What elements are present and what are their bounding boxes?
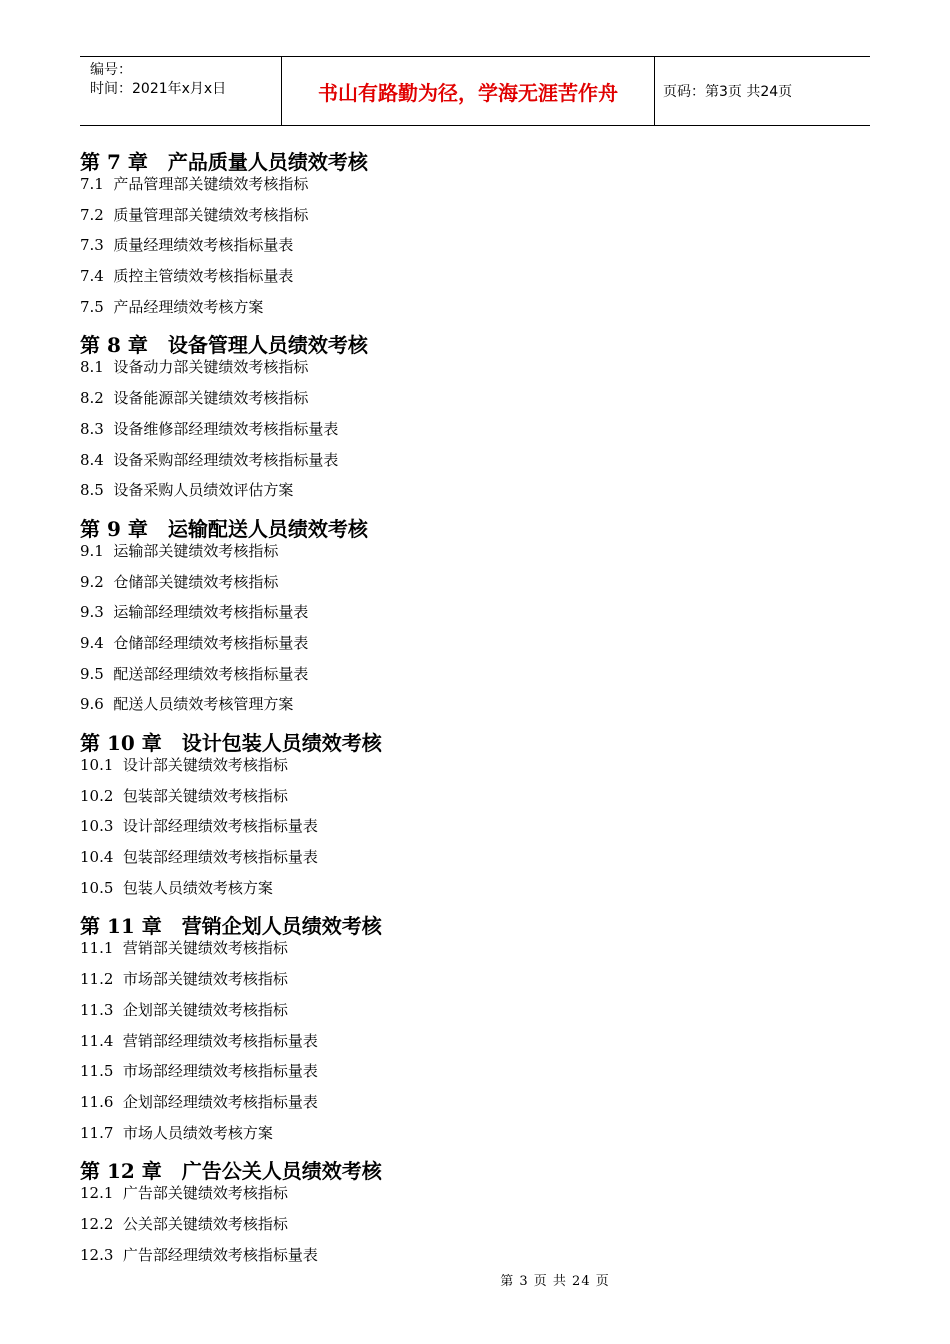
chapter-heading: 第 7 章 产品质量人员绩效考核 (80, 150, 368, 174)
toc-item: 10.4 包装部经理绩效考核指标量表 (80, 848, 318, 867)
toc-item: 7.1 产品管理部关键绩效考核指标 (80, 175, 309, 193)
toc-item: 12.3 广告部经理绩效考核指标量表 (80, 1245, 318, 1264)
header-meta-cell (80, 57, 282, 125)
page-footer: 第 3 页 共 24 页 (500, 1274, 610, 1289)
toc-item: 10.2 包装部关键绩效考核指标 (80, 786, 288, 805)
toc-item: 9.4 仓储部经理绩效考核指标量表 (80, 633, 309, 652)
number-label: 编号： (90, 62, 132, 78)
header-page-info: 页码：第3页 共24页 (663, 84, 793, 100)
toc-item: 9.3 运输部经理绩效考核指标量表 (80, 603, 309, 622)
toc-item: 11.2 市场部关键绩效考核指标 (80, 970, 288, 989)
toc-item: 11.6 企划部经理绩效考核指标量表 (80, 1092, 318, 1111)
toc-item: 10.1 设计部关键绩效考核指标 (80, 756, 288, 774)
toc-item: 9.5 配送部经理绩效考核指标量表 (80, 664, 309, 683)
table-of-contents (80, 144, 860, 1275)
toc-item: 11.1 营销部关键绩效考核指标 (80, 939, 288, 958)
document-header (80, 56, 870, 126)
toc-item: 7.2 质量管理部关键绩效考核指标 (80, 205, 309, 224)
toc-item: 11.5 市场部经理绩效考核指标量表 (80, 1062, 318, 1081)
chapter-heading: 第 8 章 设备管理人员绩效考核 (80, 333, 368, 358)
toc-item: 8.1 设备动力部关键绩效考核指标 (80, 358, 309, 377)
toc-item: 8.5 设备采购人员绩效评估方案 (80, 481, 294, 500)
toc-item: 12.1 广告部关键绩效考核指标 (80, 1184, 288, 1203)
toc-item: 11.3 企划部关键绩效考核指标 (80, 1000, 288, 1019)
toc-item: 7.3 质量经理绩效考核指标量表 (80, 236, 294, 255)
chapter-heading: 第 12 章 广告公关人员绩效考核 (80, 1159, 382, 1184)
chapter-heading: 第 11 章 营销企划人员绩效考核 (80, 914, 382, 939)
toc-item: 8.3 设备维修部经理绩效考核指标量表 (80, 419, 339, 438)
toc-item: 8.4 设备采购部经理绩效考核指标量表 (80, 450, 339, 469)
toc-item: 7.5 产品经理绩效考核方案 (80, 297, 264, 316)
toc-item: 7.4 质控主管绩效考核指标量表 (80, 267, 294, 286)
toc-item: 8.2 设备能源部关键绩效考核指标 (80, 389, 309, 408)
toc-item: 9.6 配送人员绩效考核管理方案 (80, 695, 294, 714)
toc-item: 9.1 运输部关键绩效考核指标 (80, 541, 279, 560)
toc-item: 12.2 公关部关键绩效考核指标 (80, 1214, 288, 1233)
header-motto: 书山有路勤为径，学海无涯苦作舟 (282, 57, 655, 125)
toc-item: 11.7 市场人员绩效考核方案 (80, 1123, 273, 1142)
chapter-heading: 第 10 章 设计包装人员绩效考核 (80, 731, 382, 755)
time-label: 时间：2021年x月x日 (90, 81, 227, 97)
toc-item: 10.3 设计部经理绩效考核指标量表 (80, 817, 318, 836)
toc-item: 11.4 营销部经理绩效考核指标量表 (80, 1031, 318, 1050)
toc-item: 10.5 包装人员绩效考核方案 (80, 878, 273, 897)
chapter-heading: 第 9 章 运输配送人员绩效考核 (80, 516, 368, 541)
toc-item: 9.2 仓储部关键绩效考核指标 (80, 572, 279, 591)
